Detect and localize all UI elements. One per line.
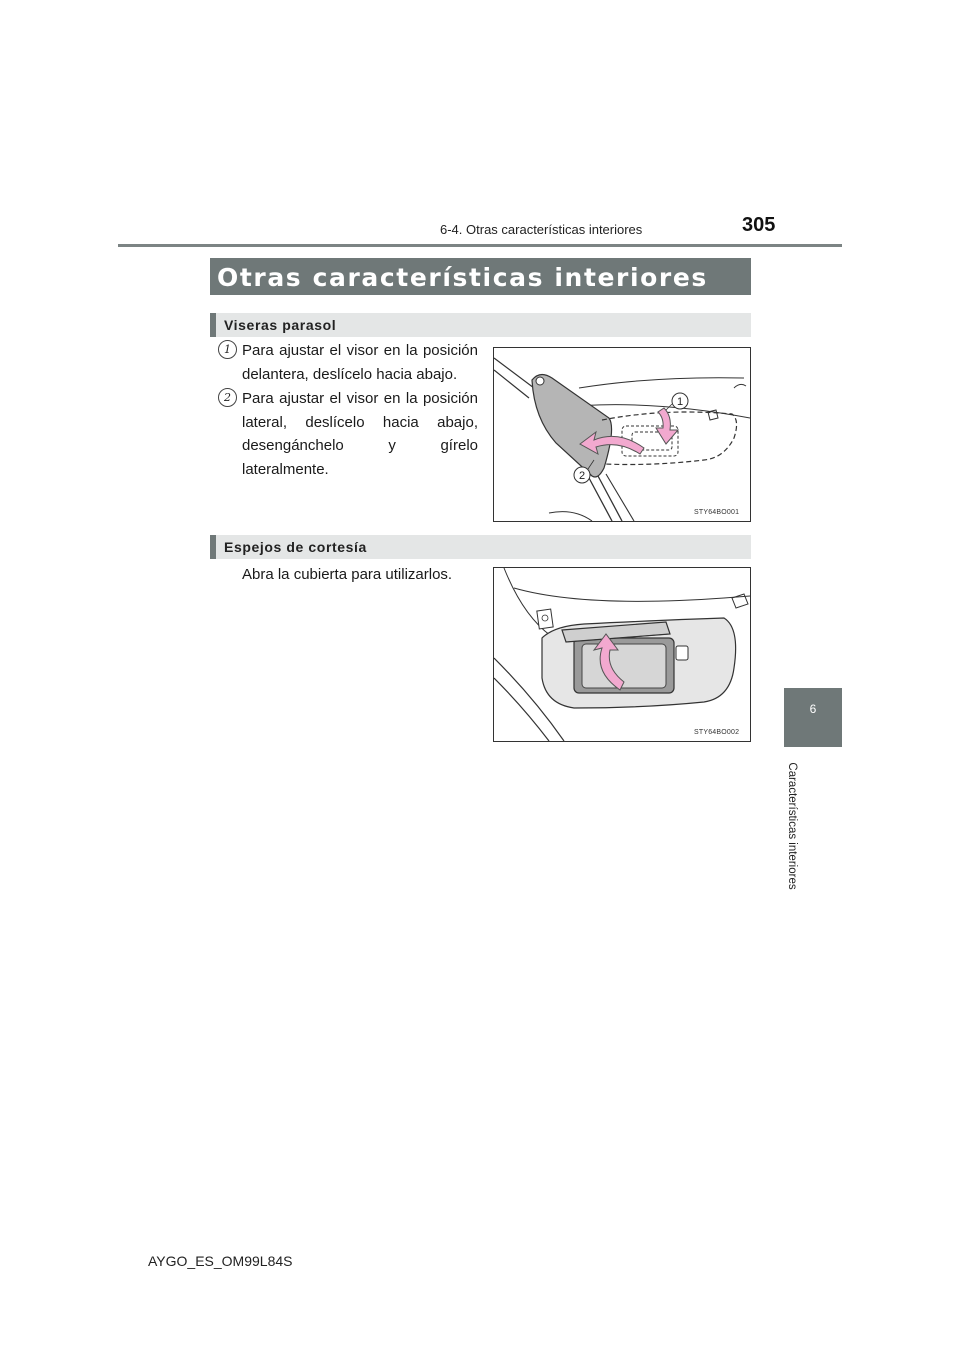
chapter-side-label-text: Características interiores — [786, 762, 798, 890]
chapter-title-bar — [210, 258, 751, 295]
chapter-tab — [784, 688, 842, 747]
chapter-title: Otras características interiores — [217, 263, 708, 292]
chapter-tab-number: 6 — [809, 702, 817, 716]
page-number: 305 — [742, 214, 776, 236]
section-heading: Viseras parasol — [224, 317, 337, 333]
item-text: Para ajustar el visor en la posición lateral, deslícelo hacia abajo, desengánchelo y gírelo lateralmente. — [242, 390, 478, 478]
callout-label: 2 — [578, 470, 586, 482]
sun-visor-illustration — [494, 348, 750, 521]
document-code: AYGO_ES_OM99L84S — [148, 1253, 293, 1269]
running-header-section: 6-4. Otras características interiores — [440, 222, 643, 237]
header-rule — [118, 244, 842, 247]
item-number-badge: 2 — [218, 388, 237, 407]
sun-visor-figure — [493, 347, 751, 522]
callout-label: 1 — [676, 396, 684, 408]
figure-code: STY64BO001 — [694, 509, 740, 516]
section-heading-bar — [210, 535, 751, 559]
item-text: Para ajustar el visor en la posición delantera, deslícelo hacia abajo. — [242, 342, 478, 383]
item-number-badge: 1 — [218, 340, 237, 359]
body-text: Abra la cubierta para utilizarlos. — [242, 566, 453, 583]
vanity-mirror-illustration — [494, 568, 750, 741]
section-heading: Espejos de cortesía — [224, 539, 367, 555]
vanity-mirror-figure — [493, 567, 751, 742]
section-heading-bar — [210, 313, 751, 337]
figure-code: STY64BO002 — [694, 729, 740, 736]
chapter-side-label — [777, 758, 807, 908]
